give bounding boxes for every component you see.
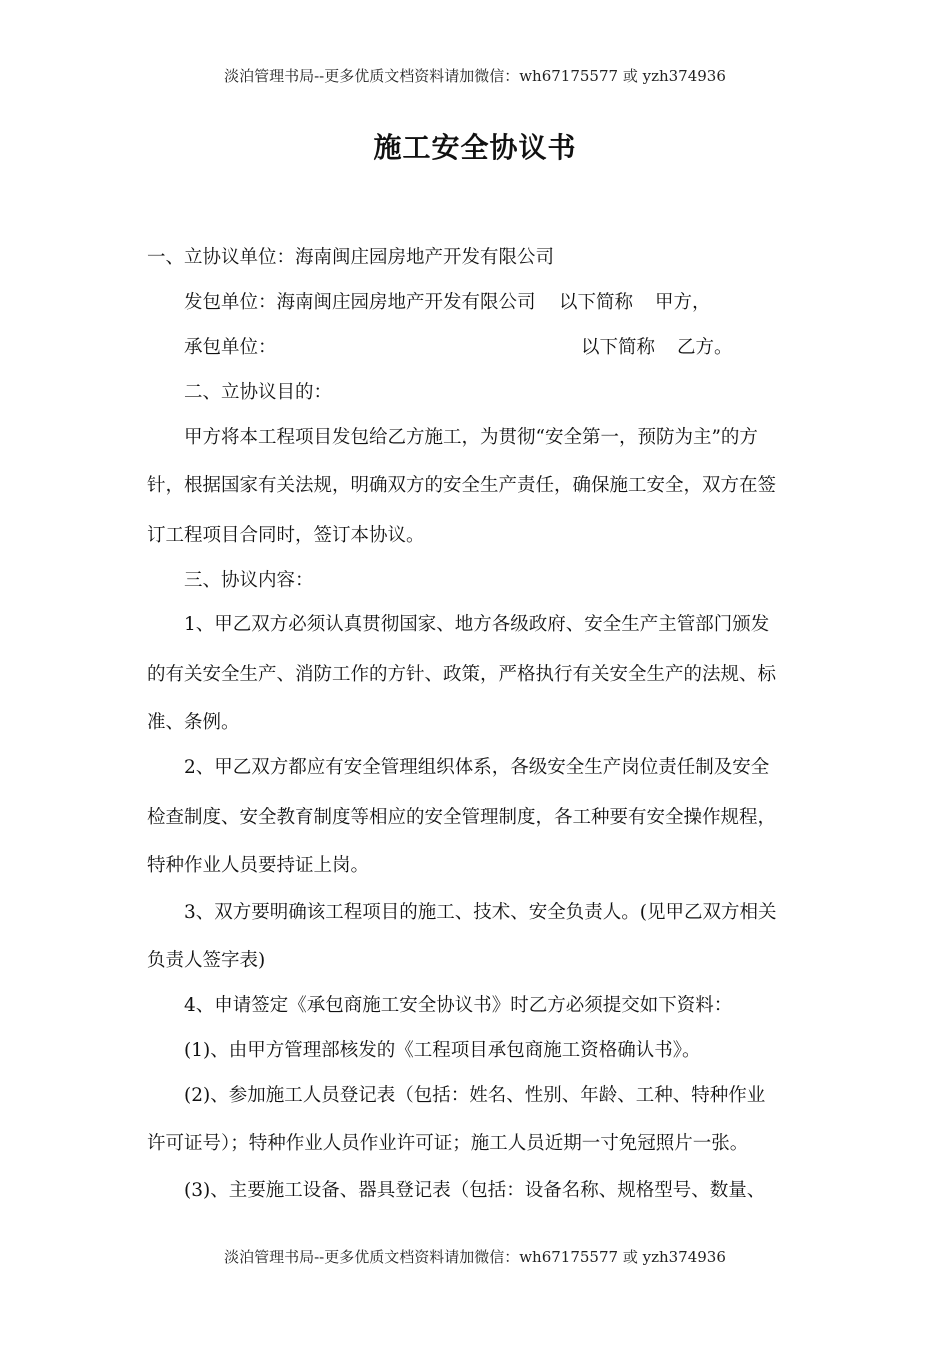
section2-line: 甲方将本工程项目发包给乙方施工，为贯彻“安全第一，预防为主”的方: [184, 427, 758, 448]
contractor-unit-abbrev-label: 以下简称: [581, 337, 656, 358]
item3-line: 3、双方要明确该工程项目的施工、技术、安全负责人。(见甲乙双方相关: [184, 902, 777, 923]
item3-line: 负责人签字表): [147, 950, 266, 971]
page-header: 淡泊管理书局--更多优质文档资料请加微信：wh67175577 或 yzh374936: [224, 67, 726, 85]
document-title: 施工安全协议书: [373, 131, 577, 164]
item2-line: 2、甲乙双方都应有安全管理组织体系，各级安全生产岗位责任制及安全: [184, 757, 770, 778]
party-a-unit-value: 海南闽庄园房地产开发有限公司: [295, 247, 555, 268]
item2-line: 特种作业人员要持证上岗。: [147, 855, 370, 876]
item1-line: 的有关安全生产、消防工作的方针、政策，严格执行有关安全生产的法规、标: [147, 664, 777, 685]
item2-line: 检查制度、安全教育制度等相应的安全管理制度，各工种要有安全操作规程，: [147, 807, 777, 828]
sub2-line: 许可证号）；特种作业人员作业许可证；施工人员近期一寸免冠照片一张。: [147, 1133, 749, 1154]
sub1-line: (1)、由甲方管理部核发的《工程项目承包商施工资格确认书》。: [184, 1040, 701, 1061]
party-a-unit-line: [147, 245, 807, 271]
contractor-unit-label: 承包单位：: [184, 337, 277, 358]
contracting-unit-value: 海南闽庄园房地产开发有限公司: [276, 292, 536, 313]
page-footer: 淡泊管理书局--更多优质文档资料请加微信：wh67175577 或 yzh374936: [224, 1248, 726, 1266]
sub2-line: (2)、参加施工人员登记表（包括：姓名、性别、年龄、工种、特种作业: [184, 1085, 766, 1106]
contractor-unit-abbrev-value: 乙方。: [677, 337, 733, 358]
sub3-line: (3)、主要施工设备、器具登记表（包括：设备名称、规格型号、数量、: [184, 1180, 766, 1201]
item1-line: 准、条例。: [147, 712, 240, 733]
party-a-unit-label: 一、立协议单位：: [147, 247, 296, 268]
contracting-unit-abbrev-value: 甲方，: [655, 292, 711, 313]
section2-line: 针，根据国家有关法规，明确双方的安全生产责任，确保施工安全，双方在签: [147, 475, 777, 496]
section3-heading: 三、协议内容：: [184, 570, 314, 591]
contractor-unit-line: [184, 335, 804, 361]
item4-line: 4、申请签定《承包商施工安全协议书》时乙方必须提交如下资料：: [184, 995, 733, 1016]
section2-heading: 二、立协议目的：: [184, 382, 333, 403]
contracting-unit-line: [184, 290, 804, 316]
item1-line: 1、甲乙双方必须认真贯彻国家、地方各级政府、安全生产主管部门颁发: [184, 614, 770, 635]
contracting-unit-abbrev-label: 以下简称: [559, 292, 634, 313]
contracting-unit-label: 发包单位：: [184, 292, 277, 313]
section2-line: 订工程项目合同时，签订本协议。: [147, 525, 425, 546]
